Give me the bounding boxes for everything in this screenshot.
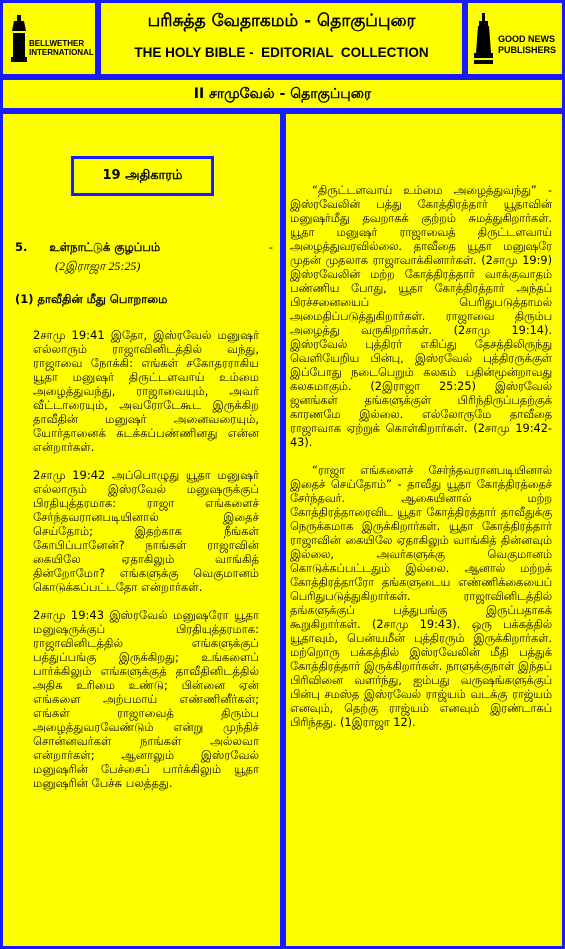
left-logo-box	[0, 0, 98, 77]
right-column	[283, 111, 565, 949]
right-logo-box	[465, 0, 565, 77]
section-number: 5.	[15, 240, 28, 254]
book-title: II சாமுவேல் - தொகுப்புரை	[193, 86, 372, 102]
section-dash: -	[268, 240, 273, 254]
verse-19-43: 2சாமு 19:43 இஸ்ரவேல் மனுஷரோ யூதா மனுஷருக்குப் பிரதியுத்தரமாக: ராஜாவினிடத்தில் எங்களுக்குப் பத்துப்பங்கு இருக்கிறது; உங்களைப் பார்க்கிலும் எங்களுக்குத் தாவீதினிடத்தில் அதிக உரிமை உண்டு; பின்னை ஏன் எங்களை அற்பமாய் எண்ணினீர்கள்; எங்கள் ராஜாவைத் திரும்ப அழைத்துவரவேண்டும் என்று முந்திச் சொன்னவர்கள் நாங்கள் அல்லவா என்றார்கள்; ஆனாலும் இஸ்ரவேல் மனுஷரின் பேச்சைப் பார்க்கிலும் யூதா மனுஷரின் பேச்சு பலத்தது.	[33, 608, 259, 790]
verse-19-41: 2சாமு 19:41 இதோ, இஸ்ரவேல் மனுஷர் எல்லாரும் ராஜாவினிடத்தில் வந்து, ராஜாவை நோக்கி: எங்கள் சகோதரராகிய யூதா மனுஷர் திருட்டளவாய் உம்மை அழைத்துவந்து, ராஜாவையும், அவர் வீட்டாரையும், அவரோடேகூட இருக்கிற தாவீதின் மனுஷர் அனைவரையும், யோர்தானைக் கடக்கப்பண்ணினது என்ன என்றார்கள்.	[33, 328, 259, 454]
bellwether-logo-icon	[11, 15, 27, 63]
book-title-bar	[0, 77, 565, 111]
header-title-box	[98, 0, 465, 77]
left-column	[0, 111, 283, 949]
left-logo-line2: INTERNATIONAL	[29, 48, 94, 57]
chapter-box	[71, 156, 214, 196]
left-logo-line1: BELLWETHER	[29, 39, 85, 48]
tamil-title: பரிசுத்த வேதாகமம் - தொகுப்புரை	[147, 11, 416, 31]
commentary-2: “ராஜா எங்களைச் சேர்ந்தவரானபடியினால் இதைச் செய்தோம்” - தாவீது யூதா கோத்திரத்தைச் சேர்ந்தவர். ஆகையினால் மற்ற கோத்திரத்தாரைவிட யூதா கோத்திரத்தார் தாவீதுக்கு நெருக்கமாக இருக்கிறார்கள். யூதா கோத்திரத்தார் ராஜாவின் கையிலே ஏதாகிலும் வாங்கித் தின்னவும் இல்லை, அவர்களுக்கு வெகுமானம் கொடுக்கப்பட்டதும் இல்லை. ஆனால் மற்றக் கோத்திரத்தாரோ தங்களுடைய எண்ணிக்கையைப் பெரிதுபடுத்துகிறார்கள். ராஜாவினிடத்தில் தங்களுக்குப் பத்துபங்கு இருப்பதாகக் கூறுகிறார்கள். (2சாமு 19:43). ஒரு பக்கத்தில் யூதாவும், பென்யமீன் புத்திரரும் இருக்கிறார்கள். மற்றொரு பக்கத்தில் இஸ்ரவேலின் மீதி பத்துக் கோத்திரத்தார் இருக்கிறார்கள். நாளுக்குநாள் இந்தப் பிரிவினை வளர்ந்து, ஐம்பது வருஷங்களுக்குப் பின்பு சமஸ்த இஸ்ரவேல் ராஜ்யம் வடக்கு ராஜ்யம் எனவும், தெற்கு ராஜ்யம் எனவும் இரண்டாகப் பிரிந்தது. (1இராஜா 12).	[290, 464, 552, 729]
english-title: THE HOLY BIBLE - EDITORIAL COLLECTION	[134, 45, 429, 60]
chapter-label: 19 அதிகாரம்	[102, 168, 183, 183]
section-ref: (2இராஜா 25:25)	[55, 259, 141, 273]
good-news-logo-icon	[474, 13, 496, 67]
left-text	[33, 328, 259, 790]
section-title: உள்நாட்டுக் குழப்பம்	[49, 240, 161, 254]
bellwether-logo	[11, 15, 94, 63]
commentary-1: “திருட்டளவாய் உம்மை அழைத்துவந்து” - இஸ்ரவேலின் பத்து கோத்திரத்தார் யூதாவின் மனுஷர்மீது தவறாகக் குற்றம் சுமத்துகிறார்கள். யூதா மனுஷர் ராஜாவைத் திருட்டளவாய் அழைத்துவரவில்லை. தாவீதை யூதா மனுஷரே முதன் முதலாக ராஜாவாக்கினார்கள். (2சாமு 19:9) இஸ்ரவேலின் மற்ற கோத்திரத்தார் வாக்குவாதம் பண்ணிய போது, யூதா கோத்திரத்தார் அந்தப் பிரச்சனையைப் பெரிதுபடுத்தாமல் அமைதிப்படுத்துகிறார்கள். ராஜாவை திரும்ப அழைத்து வருகிறார்கள். (2சாமு 19:14). இஸ்ரவேல் புத்திரர் எகிப்து தேசத்திலிருந்து வெளியேறிய பின்பு, இஸ்ரவேல் புத்திரருக்குள் இப்போது நடைபெறும் கலகம் பதின்மூன்றாவது கலகமாகும். (2இராஜா 25:25) இஸ்ரவேல் ஜனங்கள் தங்களுக்குள் பிரிந்திருப்பதற்குக் காரணமே இல்லை. எல்லோருமே தாவீதை ராஜாவாக ஏற்றுக் கொள்கிறார்கள். (2சாமு 19:42-43).	[290, 184, 552, 449]
right-text	[290, 184, 552, 730]
verse-19-42: 2சாமு 19:42 அப்பொழுது யூதா மனுஷர் எல்லாரும் இஸ்ரவேல் மனுஷருக்குப் பிரதியுத்தரமாக: ராஜா எங்களைச் சேர்ந்தவரானபடியினால் இதைச் செய்தோம்; இதற்காக நீங்கள் கோபிப்பானேன்? நாங்கள் ராஜாவின் கையிலே ஏதாகிலும் வாங்கித் தின்றோமோ? எங்களுக்கு வெகுமானம் கொடுக்கப்பட்டதோ என்றார்கள்.	[33, 468, 259, 594]
section-subtitle: (1) தாவீதின் மீது பொறாமை	[15, 292, 168, 306]
right-logo-line2: PUBLISHERS	[498, 45, 557, 55]
section-heading	[15, 240, 273, 275]
good-news-logo	[474, 13, 556, 67]
right-logo-line1: GOOD NEWS	[498, 34, 556, 44]
